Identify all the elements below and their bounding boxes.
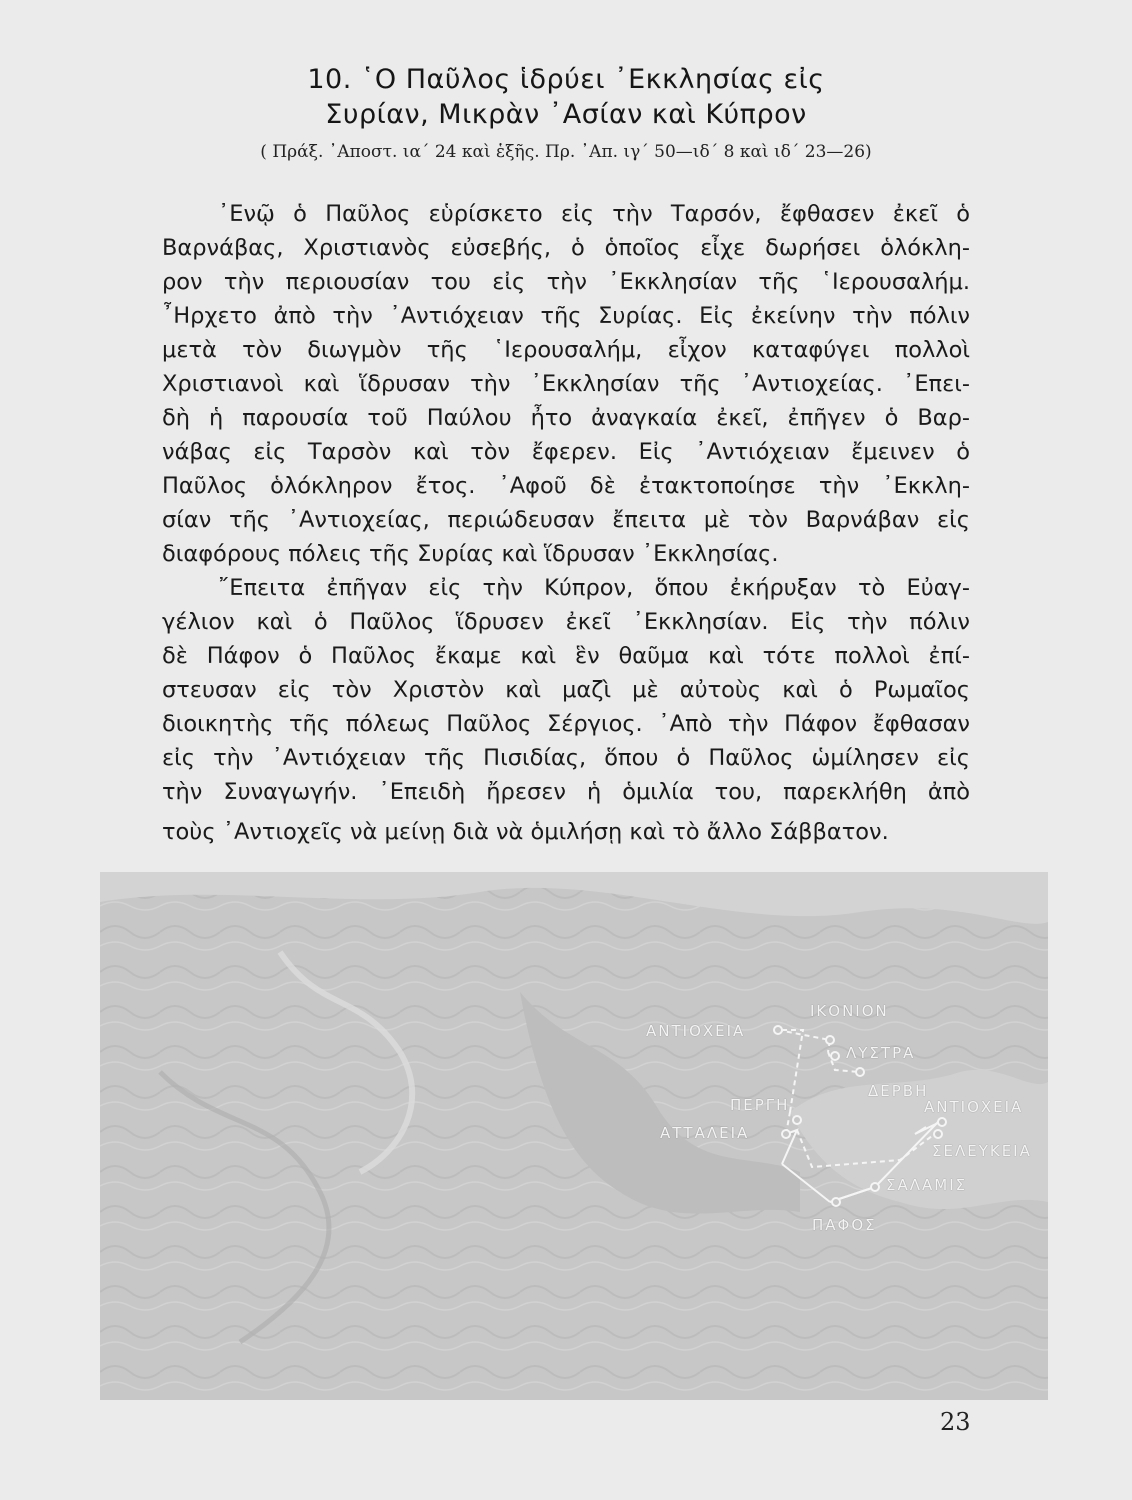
chapter-title-line-2: Συρίαν, Μικρὰν ᾿Ασίαν καὶ Κύπρον (325, 99, 807, 130)
text-line: δὲ Πάφον ὁ Παῦλος ἔκαμε καὶ ἓν θαῦμα καὶ τότε πολλοὶ ἐπί- (162, 643, 970, 669)
city-marker-lystra (831, 1052, 839, 1060)
map-label-attaleia: ΑΤΤΑΛΕΙΑ (660, 1124, 750, 1142)
text-line: ρον τὴν περιουσίαν του εἰς τὴν ᾿Εκκλησίαν τῆς ῾Ιερουσαλήμ. (162, 269, 970, 295)
map-label-derbi: ΔΕΡΒΗ (868, 1082, 929, 1100)
text-line: ῏Ηρχετο ἀπὸ τὴν ᾿Αντιόχειαν τῆς Συρίας. Εἰς ἐκείνην τὴν πόλιν (162, 303, 970, 329)
city-marker-attaleia (782, 1130, 790, 1138)
scripture-reference: ( Πράξ. ᾿Αποστ. ια΄ 24 καὶ ἑξῆς. Πρ. ᾿Απ. ιγ΄ 50—ιδ΄ 8 καὶ ιδ΄ 23—26) (260, 142, 872, 162)
journey-map (100, 872, 1048, 1400)
text-line: δὴ ἡ παρουσία τοῦ Παύλου ἦτο ἀναγκαία ἐκεῖ, ἐπῆγεν ὁ Βαρ- (162, 405, 970, 431)
text-line: διαφόρους πόλεις τῆς Συρίας καὶ ἵδρυσαν ᾿Εκκλησίας. (162, 541, 779, 567)
map-label-perge: ΠΕΡΓΗ (730, 1096, 790, 1114)
city-marker-salamis (871, 1183, 879, 1191)
text-line: μετὰ τὸν διωγμὸν τῆς ῾Ιερουσαλήμ, εἶχον καταφύγει πολλοὶ (162, 337, 970, 363)
city-marker-perge (793, 1116, 801, 1124)
text-line: εἰς τὴν ᾿Αντιόχειαν τῆς Πισιδίας, ὅπου ὁ Παῦλος ὡμίλησεν εἰς (162, 745, 970, 771)
text-line: ῎Επειτα ἐπῆγαν εἰς τὴν Κύπρον, ὅπου ἐκήρυξαν τὸ Εὐαγ- (218, 575, 970, 601)
text-line: τὴν Συναγωγήν. ᾿Επειδὴ ἤρεσεν ἡ ὁμιλία του, παρεκλήθη ἀπὸ (162, 779, 970, 805)
text-line: σίαν τῆς ᾿Αντιοχείας, περιώδευσαν ἔπειτα μὲ τὸν Βαρνάβαν εἰς (162, 507, 970, 533)
map-label-ikonion: ΙΚΟΝΙΟΝ (810, 1002, 889, 1020)
city-marker-seleukeia (934, 1130, 942, 1138)
text-line: Χριστιανοὶ καὶ ἵδρυσαν τὴν ᾿Εκκλησίαν τῆς ᾿Αντιοχείας. ᾿Επει- (162, 371, 970, 397)
text-line: Παῦλος ὁλόκληρον ἔτος. ᾿Αφοῦ δὲ ἐτακτοποίησε τὴν ᾿Εκκλη- (162, 473, 970, 499)
city-marker-ikonion (826, 1036, 834, 1044)
text-line: τοὺς ᾿Αντιοχεῖς νὰ μείνῃ διὰ νὰ ὁμιλήσῃ καὶ τὸ ἄλλο Σάββατον. (162, 819, 889, 845)
map-label-seleukeia: ΣΕΛΕΥΚΕΙΑ (932, 1142, 1032, 1160)
city-marker-antiocheia-syria (938, 1118, 946, 1126)
text-line: στευσαν εἰς τὸν Χριστὸν καὶ μαζὶ μὲ αὐτοὺς καὶ ὁ Ρωμαῖος (162, 677, 970, 703)
map-graphic (100, 872, 1048, 1400)
map-label-salamis: ΣΑΛΑΜΙΣ (886, 1176, 968, 1194)
city-marker-derbi (856, 1068, 864, 1076)
map-label-lystra: ΛΥΣΤΡΑ (846, 1044, 916, 1062)
chapter-title-line-1: 10. ῾Ο Παῦλος ἱδρύει ᾿Εκκλησίας εἰς (307, 64, 825, 95)
city-marker-pafos (832, 1198, 840, 1206)
map-label-antiocheia-pisidia: ΑΝΤΙΟΧΕΙΑ (646, 1022, 746, 1040)
text-line: διοικητὴς τῆς πόλεως Παῦλος Σέργιος. ᾿Απὸ τὴν Πάφον ἔφθασαν (162, 711, 970, 737)
text-line: ᾿Ενῷ ὁ Παῦλος εὑρίσκετο εἰς τὴν Ταρσόν, ἔφθασεν ἐκεῖ ὁ (218, 201, 970, 227)
map-label-pafos: ΠΑΦΟΣ (812, 1216, 877, 1234)
text-line: νάβας εἰς Ταρσὸν καὶ τὸν ἔφερεν. Εἰς ᾿Αντιόχειαν ἔμεινεν ὁ (162, 439, 970, 465)
city-marker-antiocheia-pisidia (774, 1026, 782, 1034)
map-label-antiocheia-syria: ΑΝΤΙΟΧΕΙΑ (924, 1098, 1024, 1116)
text-line: γέλιον καὶ ὁ Παῦλος ἵδρυσεν ἐκεῖ ᾿Εκκλησίαν. Εἰς τὴν πόλιν (162, 609, 970, 635)
page-number: 23 (940, 1408, 971, 1436)
text-line: Βαρνάβας, Χριστιανὸς εὐσεβής, ὁ ὁποῖος εἶχε δωρήσει ὁλόκλη- (162, 235, 970, 261)
